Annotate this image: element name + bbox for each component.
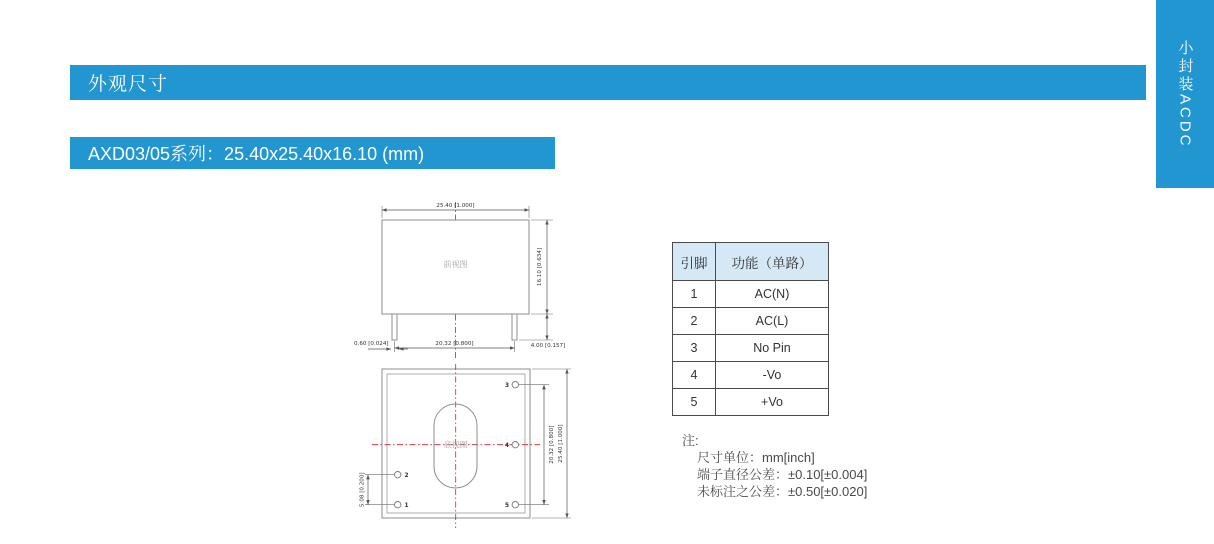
pin-cell: 3 <box>673 335 716 362</box>
function-cell: +Vo <box>716 389 829 416</box>
dim-bv-pin-offset: 5.08 [0.200] <box>359 472 366 508</box>
notes-title: 注: <box>682 433 699 448</box>
table-row <box>673 389 829 416</box>
dim-bv-pin-span: 20.32 [0.800] <box>549 425 555 464</box>
function-cell: AC(L) <box>716 308 829 335</box>
pin-1-label: 1 <box>404 503 409 509</box>
pin-cell: 4 <box>673 362 716 389</box>
pin-col-header: 引脚 <box>673 243 716 281</box>
dim-pin-length: 4.00 [0.157] <box>530 343 566 349</box>
function-cell: AC(N) <box>716 281 829 308</box>
pin-cell: 2 <box>673 308 716 335</box>
front-view-label: 前视图 <box>443 260 468 269</box>
dim-pin-diameter: 0.60 [0.024] <box>354 341 389 347</box>
table-row <box>673 335 829 362</box>
note-line-units: 尺寸单位：mm[inch] <box>697 450 815 465</box>
pin-cell: 1 <box>673 281 716 308</box>
pin-3 <box>512 382 518 388</box>
table-row <box>673 362 829 389</box>
table-row <box>673 308 829 335</box>
section-title-bar <box>70 65 1146 100</box>
front-view-pin-right <box>512 314 517 340</box>
pin-cell: 5 <box>673 389 716 416</box>
pin-5 <box>512 502 518 508</box>
pin-function-table <box>672 242 829 416</box>
side-tab-label: 小封装ACDC <box>1176 39 1194 149</box>
series-subtitle-bar <box>70 137 555 169</box>
pin-3-label: 3 <box>504 383 509 389</box>
section-title: 外观尺寸 <box>88 74 169 95</box>
function-col-header: 功能（单路） <box>716 243 829 281</box>
table-header-row <box>673 243 829 281</box>
function-cell: No Pin <box>716 335 829 362</box>
series-subtitle: AXD03/05系列：25.40x25.40x16.10 (mm) <box>88 144 425 164</box>
table-row <box>673 281 829 308</box>
note-line-terminal-tolerance: 端子直径公差：±0.10[±0.004] <box>697 467 868 482</box>
note-line-general-tolerance: 未标注之公差：±0.50[±0.020] <box>697 484 868 499</box>
dim-width: 25.40 [1.000] <box>436 203 475 209</box>
pin-2-label: 2 <box>404 473 409 479</box>
side-tab-acdc <box>1156 0 1214 188</box>
dim-pin-span: 20.32 [0.800] <box>435 341 474 347</box>
pin-4-label: 4 <box>504 443 509 449</box>
notes-block <box>682 432 867 500</box>
dim-bv-body: 25.40 [1.000] <box>558 424 564 463</box>
dim-height: 16.10 [0.634] <box>537 247 543 287</box>
front-view-pin-left <box>392 314 397 340</box>
pin-5-label: 5 <box>504 503 509 509</box>
bottom-view-label: 底视图 <box>443 440 468 450</box>
pin-4 <box>512 442 518 448</box>
pin-2 <box>395 472 401 478</box>
bottom-view-drawing <box>340 358 600 538</box>
pin-1 <box>395 502 401 508</box>
front-view-drawing <box>340 192 600 358</box>
function-cell: -Vo <box>716 362 829 389</box>
